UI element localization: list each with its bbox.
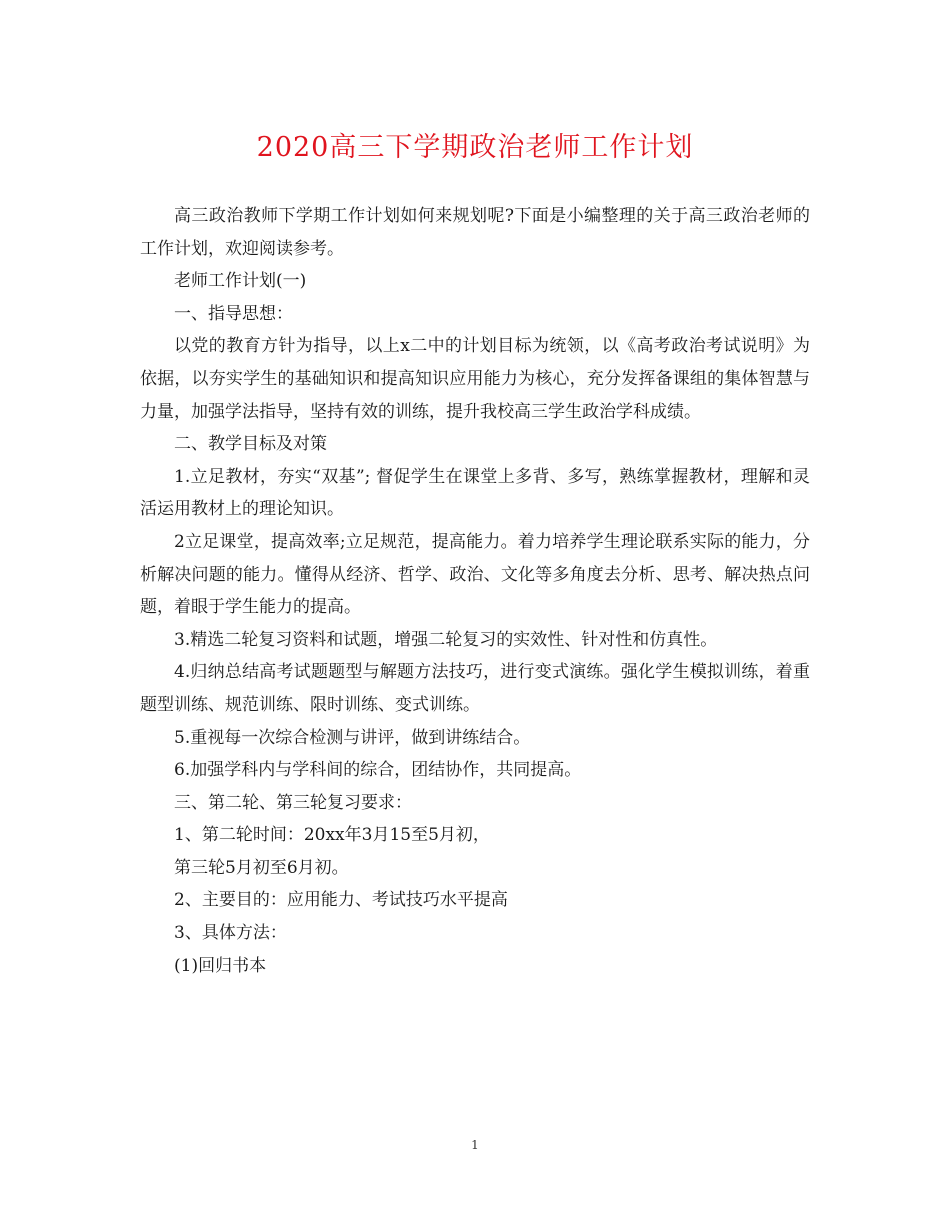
goal-item-4: 4.归纳总结高考试题题型与解题方法技巧，进行变式演练。强化学生模拟训练，着重题型训练、规范训练、限时训练、变式训练。 xyxy=(140,662,810,715)
goal-item-5: 5.重视每一次综合检测与讲评，做到讲练结合。 xyxy=(174,727,531,748)
method-item-1: (1)回归书本 xyxy=(174,955,267,976)
guiding-ideology-heading: 一、指导思想： xyxy=(174,303,293,324)
specific-methods-heading: 3、具体方法： xyxy=(174,923,287,944)
review-requirements-heading: 三、第二轮、第三轮复习要求： xyxy=(174,792,412,813)
document-body xyxy=(140,200,810,982)
section-plan-heading: 老师工作计划(一) xyxy=(174,271,307,292)
second-round-time: 1、第二轮时间：20xx年3月15至5月初， xyxy=(174,825,490,846)
guiding-ideology-paragraph: 以党的教育方针为指导，以上x二中的计划目标为统领，以《高考政治考试说明》为依据，以夯实学生的基础知识和提高知识应用能力为核心，充分发挥备课组的集体智慧与力量，加强学法指导，坚持有效的训练，提升我校高三学生政治学科成绩。 xyxy=(140,336,810,422)
goal-item-6: 6.加强学科内与学科间的综合，团结协作，共同提高。 xyxy=(174,760,582,781)
third-round-time: 第三轮5月初至6月初。 xyxy=(174,857,349,878)
goal-item-1: 1.立足教材，夯实“双基”; 督促学生在课堂上多背、多写，熟练掌握教材，理解和灵活运用教材上的理论知识。 xyxy=(140,466,810,520)
page-number: 1 xyxy=(471,1138,479,1152)
document-title: 2020高三下学期政治老师工作计划 xyxy=(256,132,694,163)
intro-paragraph: 高三政治教师下学期工作计划如何来规划呢?下面是小编整理的关于高三政治老师的工作计划，欢迎阅读参考。 xyxy=(140,206,810,259)
main-purpose: 2、主要目的：应用能力、考试技巧水平提高 xyxy=(174,890,508,911)
goal-item-2: 2立足课堂，提高效率;立足规范，提高能力。着力培养学生理论联系实际的能力，分析解决问题的能力。懂得从经济、哲学、政治、文化等多角度去分析、思考、解决热点问题，着眼于学生能力的提高。 xyxy=(140,531,810,618)
teaching-goals-heading: 二、教学目标及对策 xyxy=(174,434,327,455)
goal-item-3: 3.精选二轮复习资料和试题，增强二轮复习的实效性、针对性和仿真性。 xyxy=(174,629,718,650)
